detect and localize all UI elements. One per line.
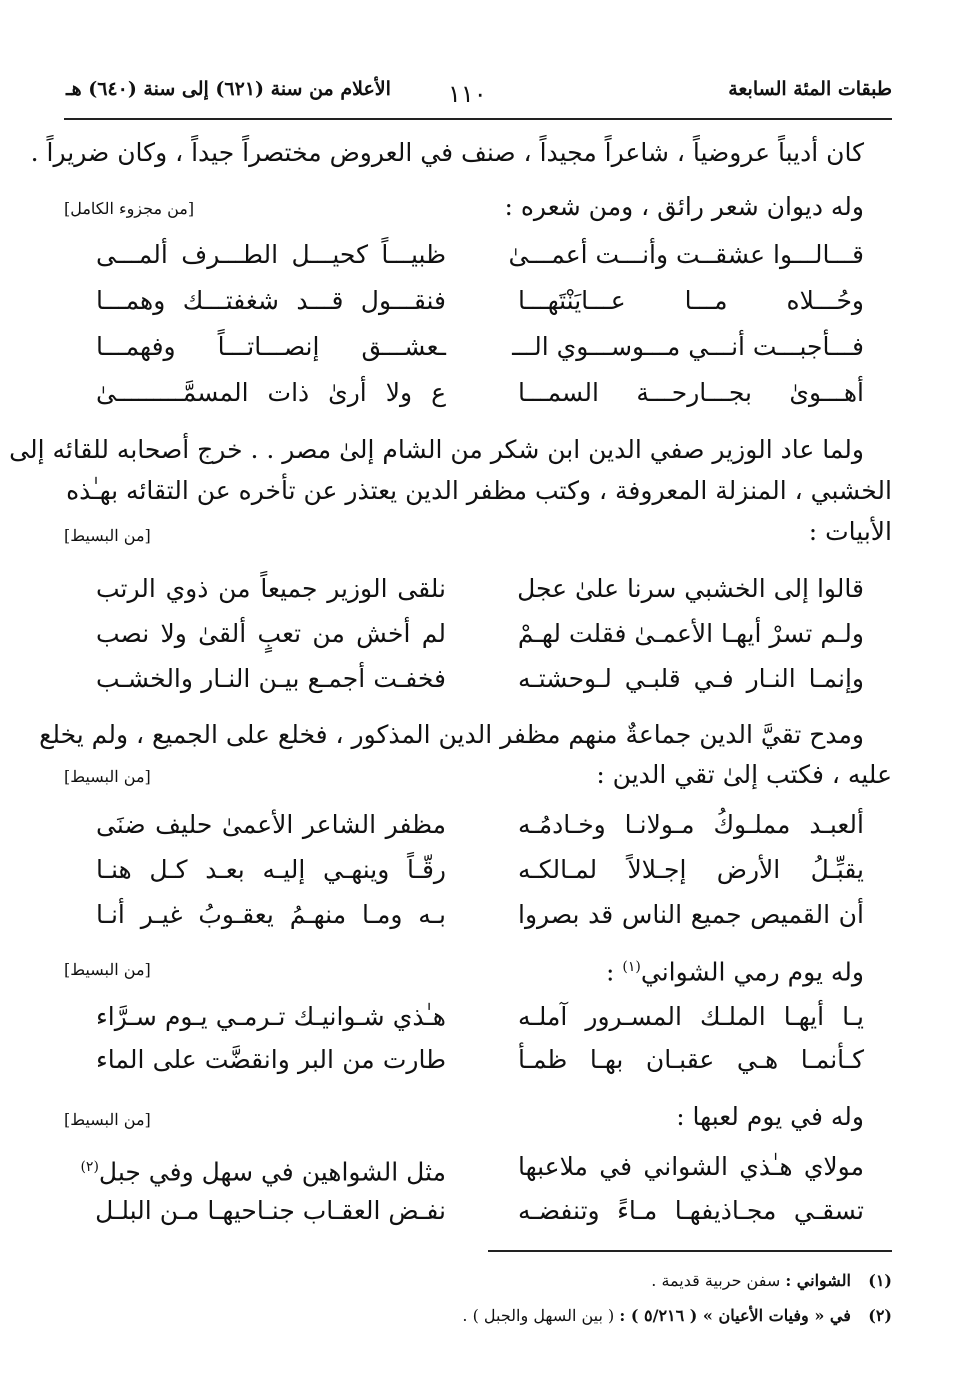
verse-left: بـه ومـا منهـمُ يعقـوبُ غيـر أنـا xyxy=(96,900,446,929)
paragraph-line: وله في يوم لعبها : xyxy=(676,1102,864,1131)
running-header-range: الأعلام من سنة (٦٢١) إلى سنة (٦٤٠) هـ xyxy=(66,78,391,100)
verse-left: رقّـاً وينهـي إليـه بعـد كـل هنـا xyxy=(96,855,446,884)
verse-right: يـا أيهـا الملـك المسـرور آملـه xyxy=(518,1002,864,1031)
paragraph-line: ولما عاد الوزير صفي الدين ابن شكر من الشام إلىٰ مصر . . خرج أصحابه للقائه إلى xyxy=(9,435,864,464)
verse-right: كـأنمـا هـي عقبـان بهـا ظمـأ xyxy=(518,1045,864,1074)
meter-label: [من مجزوء الكامل] xyxy=(64,199,195,218)
colon: : xyxy=(606,957,615,987)
paragraph-line: ومدح تقيَّ الدين جماعةٌ منهم مظفر الدين المذكور ، فخلع على الجميع ، ولم يخلع xyxy=(39,720,864,749)
verse-right: أهـــوىٰ بجـــارحـــة السمـــا xyxy=(518,378,864,407)
paragraph-diwan: وله ديوان شعر رائق ، ومن شعره : xyxy=(504,192,864,221)
verse-text: مثل الشواهين في سهل وفي جبل xyxy=(98,1157,446,1187)
footnote-text: ( بين السهل والجبل ) . xyxy=(462,1306,615,1325)
footnote-text: سفن حربية قديمة . xyxy=(651,1271,781,1290)
verse-left: لم أخش من تعبٍ ألقىٰ ولا نصب xyxy=(96,619,446,648)
verse-right: تسقـي مجـاذيفهـا مـاءً وتنفضـه xyxy=(518,1196,864,1225)
footnote-number: (٢) xyxy=(868,1306,892,1325)
verse-right: وإنمـا النـار فـي قلبـي لـوحشتـه xyxy=(518,664,864,693)
verse-right: ولـم تسرْ أيهـا الأعمـىٰ فقلت لهـمْ xyxy=(517,619,864,648)
verse-right: يقبِّـلُ الأرض إجـلالاً لمـالكـه xyxy=(518,855,864,884)
verse-left: ظبيـــاً كحيـــل الطـــرف ألمـــى xyxy=(96,240,446,269)
paragraph-text: وله يوم رمي الشواني xyxy=(640,957,864,987)
footnote-ref[interactable]: (٢) xyxy=(80,1159,99,1175)
meter-label: [من البسيط] xyxy=(64,526,151,545)
paragraph-line: الخشبي ، المنزلة المعروفة ، وكتب مظفر الدين يعتذر عن تأخره عن التقائه بهـٰذه xyxy=(66,476,892,505)
page-number: ١١٠ xyxy=(448,80,487,108)
paragraph-line xyxy=(606,950,864,989)
footnote xyxy=(462,1305,892,1327)
footnote-rule xyxy=(488,1250,892,1252)
paragraph-bio: كان أديباً عروضياً ، شاعراً مجيداً ، صنف في العروض مختصراً جيداً ، وكان ضريراً . xyxy=(30,138,864,167)
verse-right: وحُـــلاه مـــا عـــايَنْتَهـــا xyxy=(518,286,864,315)
verse-left: مظفر الشاعر الأعمىٰ حليف ضنَى xyxy=(96,810,446,839)
verse-left: هـٰذي شـوانيـك تـرمـي يـوم سـرَّاء xyxy=(96,1002,446,1031)
verse-right: أن القميص جميع الناس قد بصروا xyxy=(518,900,864,929)
footnote-keyword: الشواني : xyxy=(785,1271,851,1290)
meter-label: [من البسيط] xyxy=(64,1110,151,1129)
header-rule xyxy=(64,118,892,120)
footnote xyxy=(651,1270,892,1292)
meter-label: [من البسيط] xyxy=(64,767,151,786)
footnote-keyword: في « وفيات الأعيان » ( ٥/٢١٦ ) : xyxy=(619,1306,851,1325)
verse-right: مولاي هـٰذي الشواني في ملاعبها xyxy=(518,1152,864,1181)
paragraph-line: الأبيات : xyxy=(808,517,892,546)
verse-left: فخفـت أجمـع بيـن النـار والخشـب xyxy=(96,664,446,693)
verse-right: قالوا إلى الخشبي سرنا علىٰ عجل xyxy=(517,574,864,603)
verse-left xyxy=(80,1150,446,1189)
running-header-section: طبقات المئة السابعة xyxy=(728,78,892,100)
verse-right: قـــالـــوا عشقــت وأنـــت أعمـــىٰ xyxy=(508,240,864,269)
meter-label: [من البسيط] xyxy=(64,960,151,979)
footnote-ref[interactable]: (١) xyxy=(622,959,641,975)
verse-left: ع ولا أرىٰ ذات المسمَّـــــــــىٰ xyxy=(96,378,446,407)
verse-left: ـعشـــق إنصـــاتـــاً وفهمـــا xyxy=(96,332,446,361)
verse-left: نلقى الوزير جميعاً من ذوي الرتب xyxy=(96,574,446,603)
verse-left: فنقـــول قـــد شغفتـــك وهمـــا xyxy=(96,286,446,315)
footnote-number: (١) xyxy=(868,1271,892,1290)
verse-left: طارت من البر وانقضَّت على الماء xyxy=(96,1045,446,1074)
paragraph-line: عليه ، فكتب إلىٰ تقي الدين : xyxy=(596,760,892,789)
verse-right: فـــأجبـــت أنـــي مـــوســـوي الـــ xyxy=(512,332,864,361)
verse-right: ألعبـد مملـوكُ مـولانـا وخـادمُـه xyxy=(518,810,864,839)
verse-left: نفـض العقـاب جنـاحيهـا مـن البلـل xyxy=(95,1196,446,1225)
